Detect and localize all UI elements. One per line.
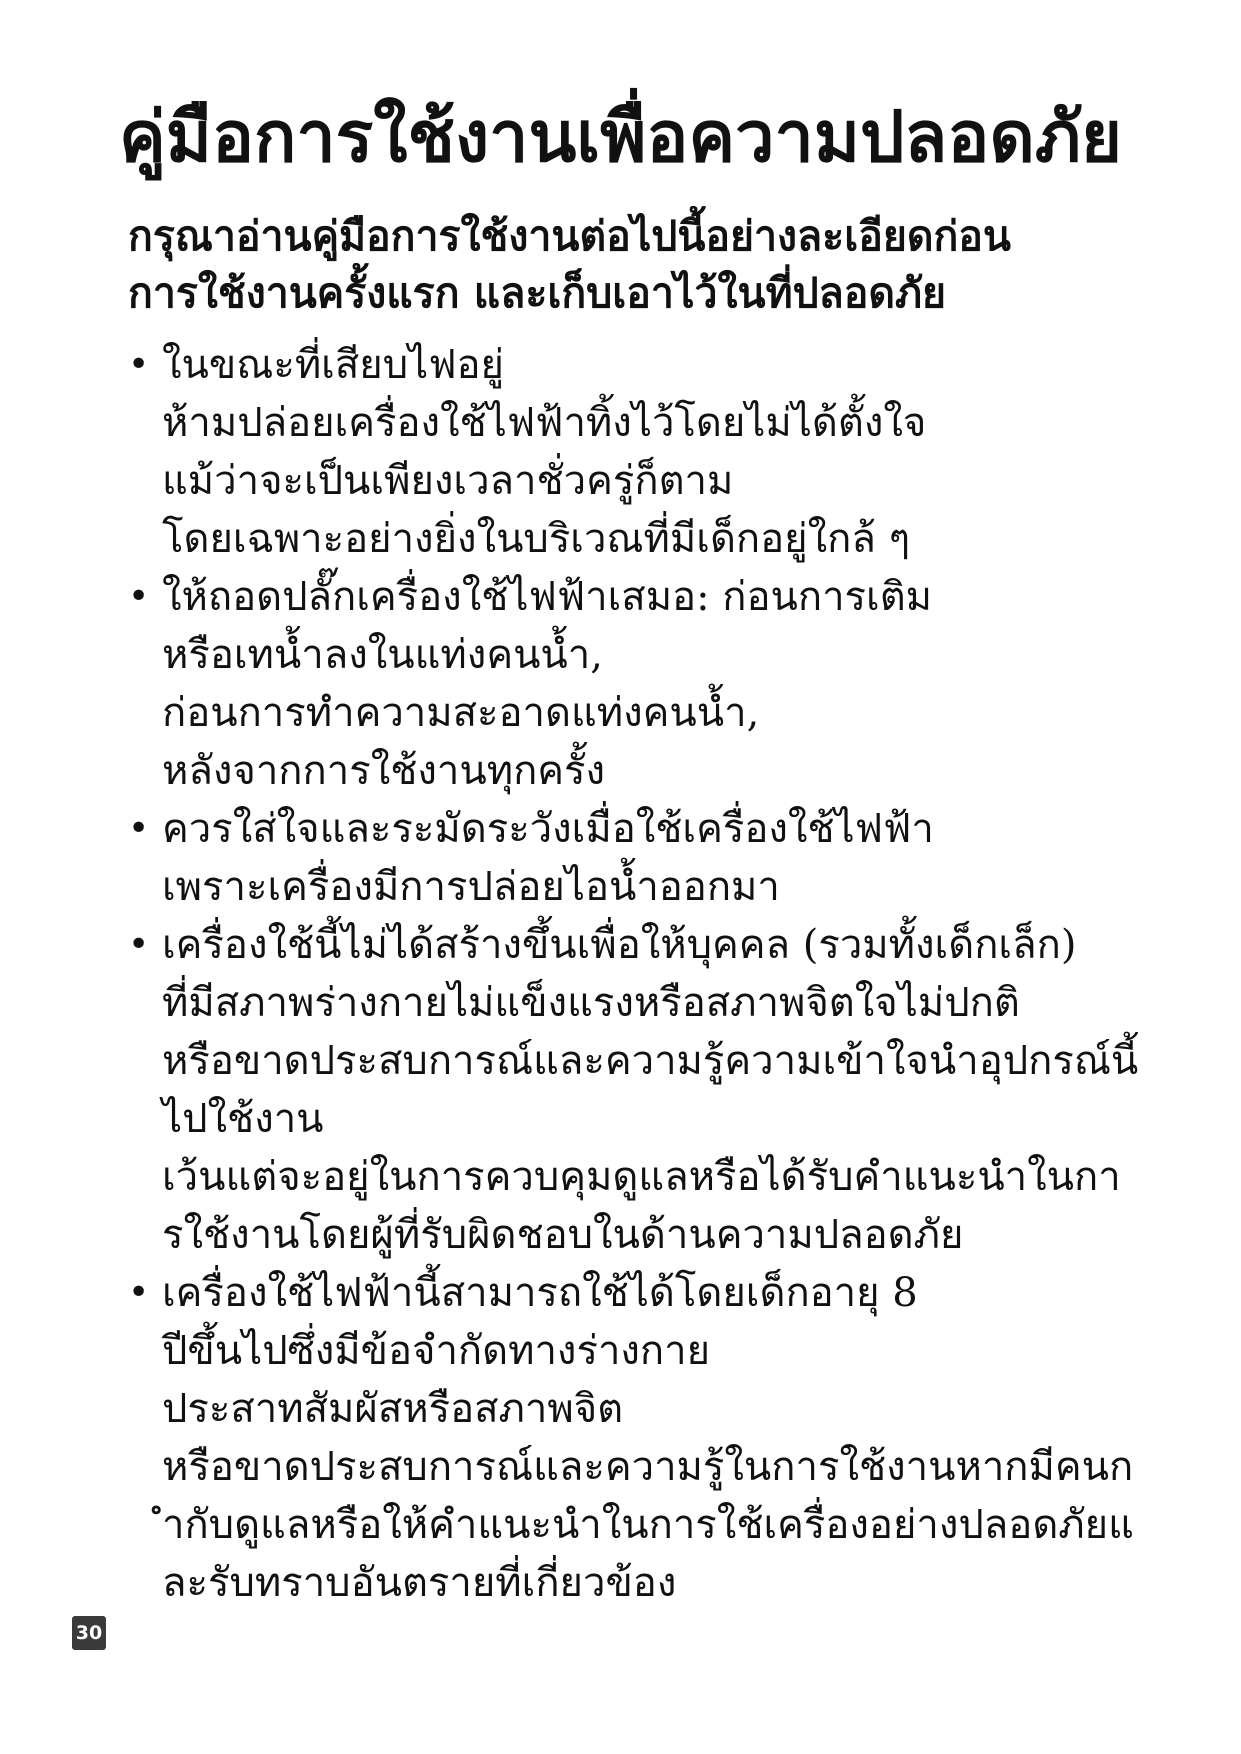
bullet-text-line: เครื่องใช้ไฟฟ้านี้สามารถใช้ได้โดยเด็กอายุ 8	[162, 1270, 918, 1316]
bullet-text-line: เครื่องใช้นี้ไม่ได้สร้างขึ้นเพื่อให้บุคคล (รวมทั้งเด็กเล็ก)	[162, 922, 1077, 968]
intro-line-2: การใช้งานครั้งแรก และเก็บเอาไว้ในที่ปลอดภัย	[128, 269, 947, 317]
bullet-text-line: ในขณะที่เสียบไฟอยู่	[162, 342, 504, 388]
bullet-text-line: ปีขึ้นไปซึ่งมีข้อจำกัดทางร่างกาย	[162, 1328, 711, 1374]
safety-bullet-item	[128, 916, 1218, 1264]
bullet-icon: •	[128, 924, 150, 965]
bullet-text-line: เพราะเครื่องมีการปล่อยไอน้ำออกมา	[162, 864, 780, 910]
bullet-text-line: โดยเฉพาะอย่างยิ่งในบริเวณที่มีเด็กอยู่ใกล้ ๆ	[162, 516, 911, 562]
bullet-text-line: ให้ถอดปลั๊กเครื่องใช้ไฟฟ้าเสมอ: ก่อนการเติม	[162, 574, 933, 620]
intro-instruction	[128, 208, 1208, 322]
bullet-text-line: หรือขาดประสบการณ์และความรู้ความเข้าใจนำอุปกรณ์นี้	[162, 1038, 1139, 1084]
bullet-text-line: ควรใส่ใจและระมัดระวังเมื่อใช้เครื่องใช้ไฟฟ้า	[162, 806, 934, 852]
bullet-text-line: หลังจากการใช้งานทุกครั้ง	[162, 748, 606, 794]
safety-bullet-item	[128, 568, 1218, 800]
page-title: คู่มือการใช้งานเพื่อความปลอดภัย	[118, 96, 1122, 178]
bullet-icon: •	[128, 344, 150, 385]
bullet-text-line: หรือเทน้ำลงในแท่งคนน้ำ,	[162, 632, 603, 678]
bullet-text-line: รใช้งานโดยผู้ที่รับผิดชอบในด้านความปลอดภัย	[162, 1212, 964, 1258]
bullet-icon: •	[128, 576, 150, 617]
bullet-icon: •	[128, 1272, 150, 1313]
bullet-icon: •	[128, 808, 150, 849]
safety-bullet-item	[128, 1264, 1218, 1612]
safety-bullet-item	[128, 800, 1218, 916]
bullet-text-line: ไปใช้งาน	[162, 1096, 324, 1142]
bullet-text-line: ละรับทราบอันตรายที่เกี่ยวข้อง	[162, 1560, 677, 1606]
safety-bullet-list	[128, 336, 1218, 1612]
bullet-text-line: แม้ว่าจะเป็นเพียงเวลาชั่วครู่ก็ตาม	[162, 458, 734, 504]
page-number-badge: 30	[72, 1616, 106, 1650]
bullet-text-line: ประสาทสัมผัสหรือสภาพจิต	[162, 1386, 624, 1432]
bullet-text-line: เว้นแต่จะอยู่ในการควบคุมดูแลหรือได้รับคำแนะนำในกา	[162, 1154, 1121, 1200]
bullet-text-line: ห้ามปล่อยเครื่องใช้ไฟฟ้าทิ้งไว้โดยไม่ได้ตั้งใจ	[162, 400, 927, 446]
bullet-text-line: ำกับดูแลหรือให้คำแนะนำในการใช้เครื่องอย่างปลอดภัยแ	[162, 1502, 1134, 1548]
bullet-text-line: ก่อนการทำความสะอาดแท่งคนน้ำ,	[162, 690, 760, 736]
intro-line-1: กรุณาอ่านคู่มือการใช้งานต่อไปนี้อย่างละเอียดก่อน	[128, 212, 1011, 260]
bullet-text-line: ที่มีสภาพร่างกายไม่แข็งแรงหรือสภาพจิตใจไม่ปกติ	[162, 980, 1020, 1026]
bullet-text-line: หรือขาดประสบการณ์และความรู้ในการใช้งานหากมีคนก	[162, 1444, 1134, 1490]
safety-bullet-item	[128, 336, 1218, 568]
